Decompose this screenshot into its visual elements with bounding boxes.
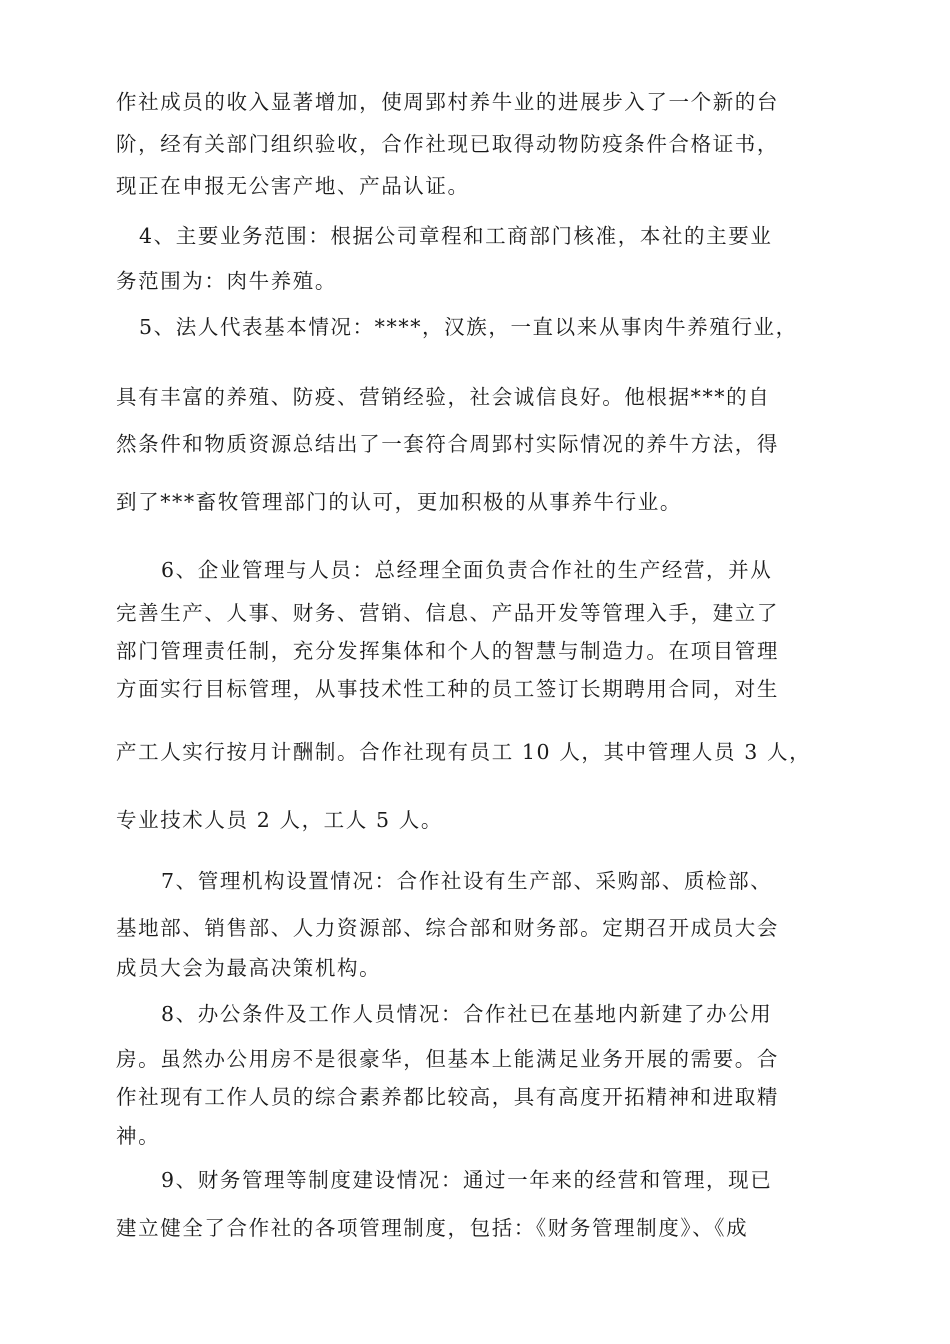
text-line: 7、管理机构设置情况：合作社设有生产部、采购部、质检部、 xyxy=(161,869,773,893)
text-line: 到了***畜牧管理部门的认可，更加积极的从事养牛行业。 xyxy=(116,490,682,514)
text-line: 9、财务管理等制度建设情况：通过一年来的经营和管理，现已 xyxy=(161,1168,773,1192)
text-line: 5、法人代表基本情况：****，汉族，一直以来从事肉牛养殖行业， xyxy=(139,315,798,339)
text-line: 8、办公条件及工作人员情况：合作社已在基地内新建了办公用 xyxy=(161,1002,773,1026)
text-line: 4、主要业务范围：根据公司章程和工商部门核准，本社的主要业 xyxy=(139,224,773,248)
text-line: 现正在申报无公害产地、产品认证。 xyxy=(116,174,470,198)
text-line: 作社现有工作人员的综合素养都比较高，具有高度开拓精神和进取精 xyxy=(116,1085,779,1109)
text-line: 专业技术人员 2 人，工人 5 人。 xyxy=(116,808,443,832)
text-line: 房。虽然办公用房不是很豪华，但基本上能满足业务开展的需要。合 xyxy=(116,1047,779,1071)
text-line: 成员大会为最高决策机构。 xyxy=(116,956,382,980)
text-line: 完善生产、人事、财务、营销、信息、产品开发等管理入手，建立了 xyxy=(116,601,779,625)
text-line: 作社成员的收入显著增加，使周郢村养牛业的进展步入了一个新的台 xyxy=(116,90,779,114)
text-line: 6、企业管理与人员：总经理全面负责合作社的生产经营，并从 xyxy=(161,558,773,582)
text-line: 神。 xyxy=(116,1124,161,1148)
text-line: 方面实行目标管理，从事技术性工种的员工签订长期聘用合同，对生 xyxy=(116,677,779,701)
text-line: 产工人实行按月计酬制。合作社现有员工 10 人，其中管理人员 3 人， xyxy=(116,740,812,764)
text-line: 建立健全了合作社的各项管理制度，包括：《财务管理制度》、《成 xyxy=(116,1216,749,1240)
text-line: 然条件和物质资源总结出了一套符合周郢村实际情况的养牛方法，得 xyxy=(116,432,779,456)
text-line: 务范围为：肉牛养殖。 xyxy=(116,269,337,293)
text-line: 基地部、销售部、人力资源部、综合部和财务部。定期召开成员大会 xyxy=(116,916,779,940)
text-line: 部门管理责任制，充分发挥集体和个人的智慧与制造力。在项目管理 xyxy=(116,639,779,663)
text-line: 具有丰富的养殖、防疫、营销经验，社会诚信良好。他根据***的自 xyxy=(116,385,771,409)
text-line: 阶，经有关部门组织验收，合作社现已取得动物防疫条件合格证书， xyxy=(116,132,779,156)
